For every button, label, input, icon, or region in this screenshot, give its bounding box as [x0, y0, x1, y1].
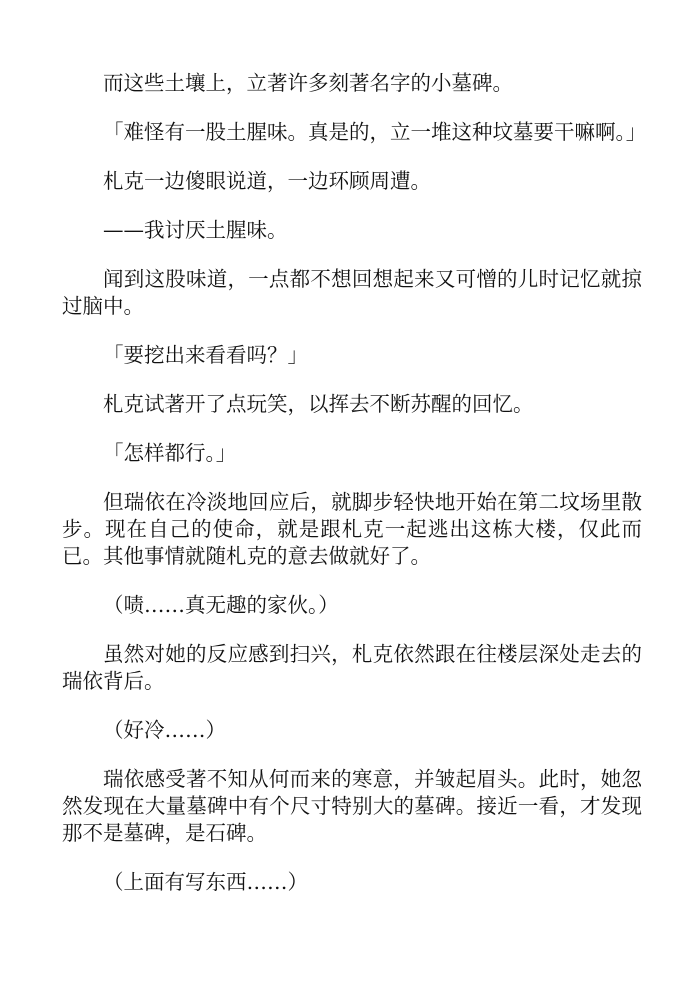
paragraph-7: 札克试著开了点玩笑，以挥去不断苏醒的回忆。 — [103, 392, 534, 416]
paragraph-14: （上面有写东西……） — [103, 870, 308, 894]
paragraph-3: 札克一边傻眼说道，一边环顾周遭。 — [103, 169, 431, 193]
paragraph-5: 闻到这股味道，一点都不想回想起来又可憎的儿时记忆就掠过脑中。 — [62, 267, 642, 318]
paragraph-13: 瑞依感受著不知从何而来的寒意，并皱起眉头。此时，她忽然发现在大量墓碑中有个尺寸特别大的墓碑。接近一看，才发现那不是墓碑，是石碑。 — [62, 767, 642, 845]
document-page — [62, 70, 647, 918]
paragraph-2: 「难怪有一股土腥味。真是的，立一堆这种坟墓要干嘛啊。」 — [103, 120, 647, 144]
paragraph-10: （啧……真无趣的家伙。） — [103, 593, 339, 617]
paragraph-11: 虽然对她的反应感到扫兴，札克依然跟在往楼层深处走去的瑞依背后。 — [62, 642, 642, 693]
paragraph-4: ——我讨厌土腥味。 — [103, 218, 288, 242]
paragraph-9: 但瑞依在冷淡地回应后，就脚步轻快地开始在第二坟场里散步。现在自己的使命，就是跟札克一起逃出这栋大楼，仅此而已。其他事情就随札克的意去做就好了。 — [62, 490, 642, 568]
paragraph-1: 而这些土壤上，立著许多刻著名字的小墓碑。 — [103, 71, 513, 95]
paragraph-6: 「要挖出来看看吗？」 — [103, 343, 308, 367]
paragraph-12: （好冷……） — [103, 718, 226, 742]
paragraph-8: 「怎样都行。」 — [103, 441, 237, 465]
